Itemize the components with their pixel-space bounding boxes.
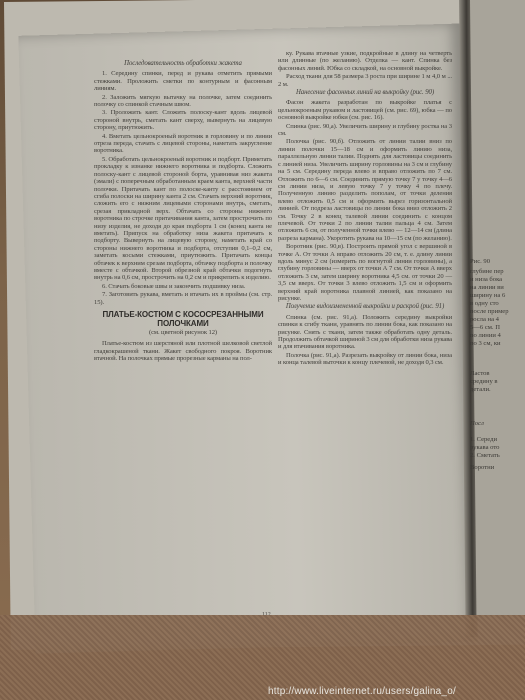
paragraph: Полочка (рис. 91,а). Разрезать выкройку от линии бока, низа и конца талевой выточки к концу плечевой, не доходя 0,3 см.: [278, 351, 452, 367]
paragraph: 1. Середину спинки, перед и рукава отметить прямыми стежками. Проложить сметки по контурным и фасонным линиям.: [94, 70, 272, 93]
fragment: 2. Сметать: [470, 452, 500, 459]
fragment: после пример: [470, 308, 509, 315]
fragment: глубине пер: [470, 268, 504, 275]
paragraph: ку. Рукава втачные узкие, подкройные в длину на четверть или длинные (по желанию). Отделка — кант. Спинка без фасонных линий. Юбка со складкой, на основной выкройке.: [278, 50, 452, 72]
right-text-column: [278, 50, 452, 368]
paragraph: 7. Заготовить рукава, вметать и втачать их в проймы (см. стр. 15).: [94, 291, 272, 306]
paragraph: Спинка (рис. 90,а). Увеличить ширину и глубину ростка на 3 см.: [278, 122, 452, 138]
section-heading: Нанесение фасонных линий на выкройку (рис. 90): [295, 89, 435, 97]
fragment: Рис. 90: [470, 258, 491, 265]
fragment: 1. Середи: [470, 436, 498, 443]
fragment: в одну сто: [470, 300, 499, 307]
paragraph: 3. Проложить кант. Сложить полоску-кант вдоль лицевой стороной внутрь, сметать кант сверху, вывернуть на лицевую сторону, приутюжить.: [94, 109, 272, 132]
fragment: на линии ви: [470, 284, 504, 291]
section-heading: Последовательность обработки жакета: [124, 60, 242, 67]
paragraph: Спинка (см. рис. 91,а). Положить середину выкройки спинки к сгибу ткани, уравнять по линии бока, как показано на рисунке. Снять с ткани, затем также обработать одну деталь. Продолжить обтачкой шириной 3 см для обработки низа рукава и для втачивания воротника.: [278, 313, 452, 351]
paragraph: 5. Обработать цельнокроеный воротник и подборт. Приметать прокладку к изнанке нижнего воротника и подборта. Сложить полоску-кант с лицевой стороной борта, уравнивая низ жакета (эмали) с поперечным обработанным краем канта, верхней части полочки. Притачать кант по полоске-канту с расстоянием от сгиба полоски на ширину канта 2 см. Стачать верхний воротник, сложить его с нижним лицевыми сторонами внутрь, сметать, срезая прикладной верх. Обтачать со стороны нижнего воротника по строчке притачивания канта, затем прострочить по низу изделия, не доходя до края подборта 1 см (конец канта не вметать). Припуск на обработку низа жакета притачать к подборту. Вывернуть на лицевую сторону, наметать край со стороны нижнего воротника и подборта, отступив 0,1–0,2 см, заметать косыми стежками, приутюжить. Притачать концы обтачек к верхним срезам подборта, обтачку подборта и полочку вместе с обтачкой. Второй обрезной край обтачки подогнуть внутрь на 0,6 см, прострочить на 0,2 см и прикрепить к изделию.: [94, 155, 272, 282]
paragraph: 2. Заложить мягкую вытачку на полочке, затем соединить полочку со спинкой стачным швом.: [94, 93, 272, 109]
paragraph: Полочка (рис. 90,б). Отложить от линии талии вниз по линии полочки 15—18 см и оформить линию низа, параллельную линии талии. Поднять для ластовицы соединить с линией низа. Увеличить ширину горловины на 3 см и глубину на 5 см. Середину переда влево и вправо отложить по 7 см. Отложить по 6—6 см. Соединить прямую точку 7 у точку 4—6 см линии низа, и левую точку 7 у точку 4 по плечу. Полученную линию разделить пополам, от точки деления влево отложить 0,5 см и оформить вырез горизонтальной линией. От подреза ластовицы по линии бока вниз отложить 2 см. Точку 2 в конец талевой линии соединить с концом плечевой. От точки 2 по линии талии пальца 4 см. Затем отложить 6 см, от полученной точки влево — 12—14 см (длина разреза кармана). Укоротить рукава на 10—15 см (по желанию).: [278, 138, 452, 242]
fragment: Воротни: [470, 464, 495, 471]
fragment: детали.: [470, 386, 491, 393]
fragment: ширину на 6: [470, 292, 506, 299]
chapter-note: (см. цветной рисунок 12): [148, 329, 218, 336]
paragraph: 4. Вметать цельнокроеный воротник в горловину и по линии отреза переда, стачать с лицевой стороны, наметать закругление воротника.: [94, 132, 272, 155]
paragraph: Платье-костюм из шерстяной или плотной шелковой светлой гладкокрашеной ткани. Жакет свободного покроя. Воротник втачной. На полочках прямые прорезные карманы на пол-: [94, 340, 272, 363]
chapter-title: ПЛАТЬЕ-КОСТЮМ С КОСОСРЕЗАННЫМИ ПОЛОЧКАМИ: [102, 310, 264, 328]
paragraph: Расход ткани для 58 размера 3 роста при ширине 1 м 4,0 м ... 2 м.: [278, 73, 452, 88]
fragment: по линии 4: [470, 332, 501, 339]
fragment: росла на 4: [470, 316, 499, 323]
section-heading: Получение видоизмененной выкройки и раскрой (рис. 91): [285, 303, 445, 311]
fragment: по 3 см, ки: [470, 340, 501, 347]
fragment: средину в: [470, 378, 498, 385]
left-text-column: [94, 60, 272, 364]
fragment: Ластов: [470, 370, 490, 377]
fragment: 5—6 см. П: [470, 324, 500, 331]
paragraph: 6. Стачать боковые швы и закончить подшивку низа.: [102, 282, 246, 290]
fragment: рукава ото: [470, 444, 500, 451]
fragment: и низа бока: [470, 276, 503, 283]
paragraph: Воротник (рис. 90,в). Построить прямой угол с вершиной в точке А. От точки А вправо отложить 20 см, т. е. длину линии вдоль минус 2 см (измерить по вогнутой линии горловины), а глубину горловины — вверх от точки А 7 см. От точки А вверх отложить 3 см, затем ширину воротника 4,5 см. от точки 20 — 3,5 см вверх. От точки 3 влево отложить 1,5 см и оформить верхний край воротника плавной линией, как показано на рисунке.: [278, 243, 452, 302]
fragment: Посл: [470, 420, 484, 427]
paragraph: Фасон жакета разработан по выкройке платья с цельнокроеным рукавом и ластовицей (см. рис. 69), юбка — по основной выкройке юбки (см. рис. 16).: [278, 99, 452, 122]
watermark: http://www.liveinternet.ru/users/galina_o/: [268, 686, 456, 697]
